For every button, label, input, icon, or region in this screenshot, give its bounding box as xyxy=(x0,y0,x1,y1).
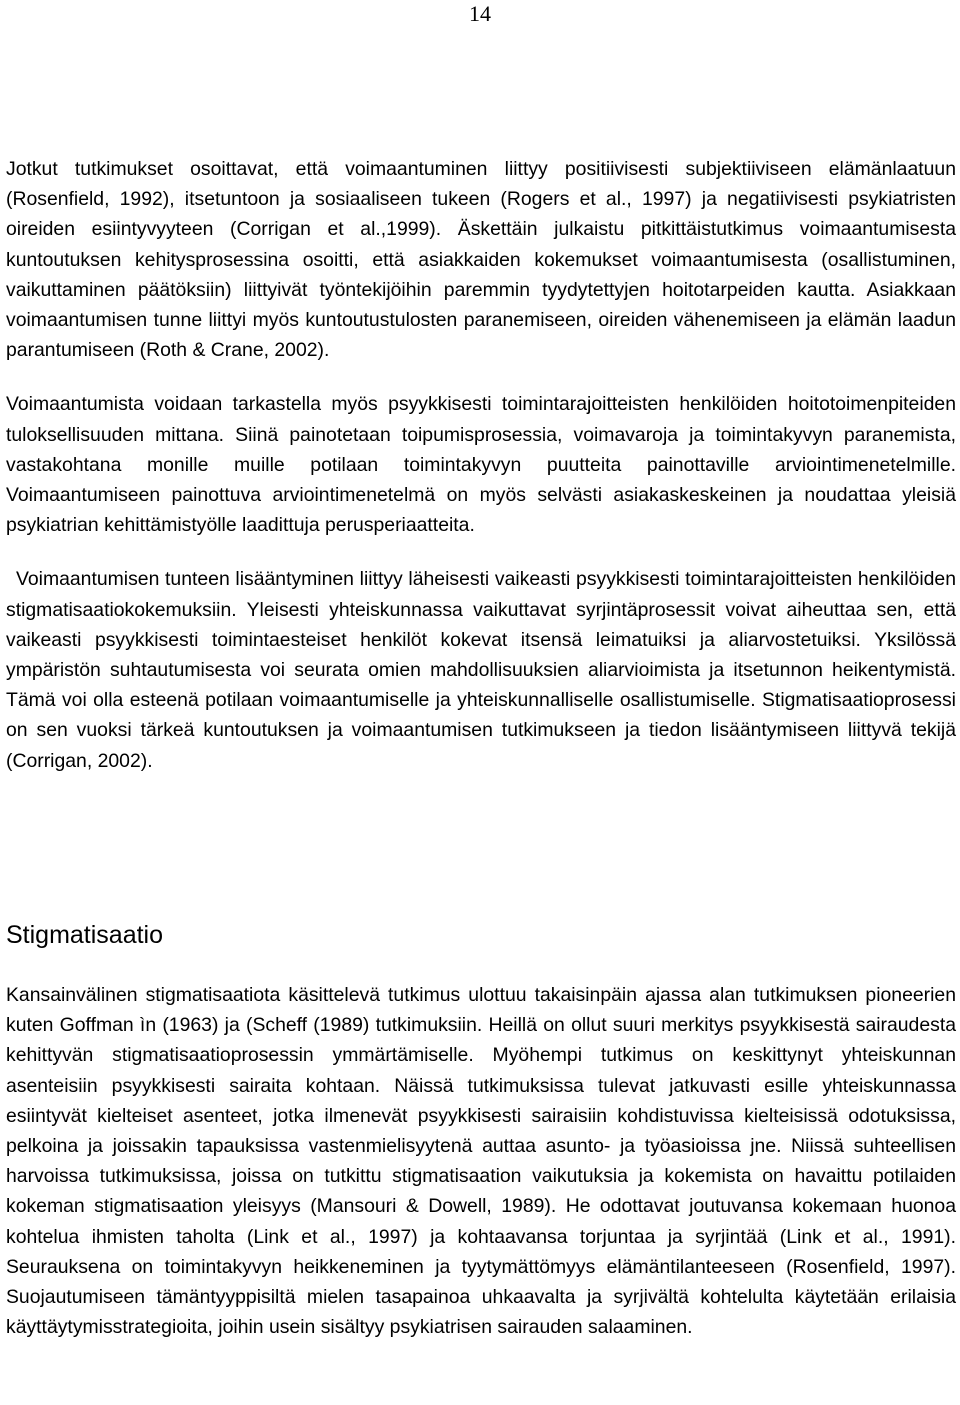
document-body xyxy=(6,154,956,1339)
page-number: 14 xyxy=(469,1,491,26)
paragraph-empowerment-research: Jotkut tutkimukset osoittavat, että voimaantuminen liittyy positiivisesti subjektiiviseen elämänlaatuun (Rosenfield, 1992), itsetuntoon ja sosiaaliseen tukeen (Rogers et al., 1997) ja negatiivisesti psykiatristen oireiden esiintyvyyteen (Corrigan et al.,1999). Äskettäin julkaistu pitkittäistutkimus voimaantumisesta kuntoutuksen kehitysprosessina osoitti, että asiakkaiden kokemukset voimaantumisesta (osallistuminen, vaikuttaminen päätöksiin) liittyivät työntekijöihin paremmin tyydytettyjen hoitotarpeiden kautta. Asiakkaan voimaantumisen tunne liittyi myös kuntoutustulosten paranemiseen, oireiden vähenemiseen ja elämän laadun parantumiseen (Roth & Crane, 2002). xyxy=(6,158,956,362)
paragraph-stigmatization-experiences: Voimaantumisen tunteen lisääntyminen liittyy läheisesti vaikeasti psyykkisesti toimintarajoitteisten henkilöiden stigmatisaatiokokemuksiin. Yleisesti yhteiskunnassa vaikuttavat syrjintäprosessit voivat aiheuttaa sen, että vaikeasti psyykkisesti toimintaesteiset henkilöt kokevat itsensä leimatuiksi ja aliarvostetuiksi. Yksilössä ympäristön suhtautumisesta voi seurata omien mahdollisuuksien aliarvioimista ja itsetunnon heikentymistä. Tämä voi olla esteenä potilaan voimaantumiselle ja yhteiskunnalliselle osallistumiselle. Stigmatisaatioprosessi on sen vuoksi tärkeä kuntoutuksen ja voimaantumisen tutkimukseen ja tiedon lisääntymiseen liittyvä tekijä (Corrigan, 2002). xyxy=(6,568,956,772)
section-heading-stigmatisaatio: Stigmatisaatio xyxy=(6,921,164,949)
paragraph-stigmatization-research: Kansainvälinen stigmatisaatiota käsittelevä tutkimus ulottuu takaisinpäin ajassa alan tutkimuksen pioneerien kuten Goffman ìn (1963) ja (Scheff (1989) tutkimuksiin. Heillä on ollut suuri merkitys psyykkisestä sairaudesta kehittyvän stigmatisaatioprosessin ymmärtämiselle. Myöhempi tutkimus on keskittynyt yhteiskunnan asenteisiin psyykkisesti sairaita kohtaan. Näissä tutkimuksissa tulevat jatkuvasti esille yhteiskunnassa esiintyvät kielteiset asenteet, jotka ilmenevät psyykkisesti sairaisiin kohdistuvissa kielteisissä odotuksissa, pelkoina ja joissakin tapauksissa vastenmielisyytenä auttaa asunto- ja työasioissa jne. Niissä suhteellisen harvoissa tutkimuksissa, joissa on tutkittu stigmatisaation vaikutuksia ja kokemista on havaittu potilaiden kokeman stigmatisaation yleisyys (Mansouri & Dowell, 1989). He odottavat joutuvansa kokemaan huonoa kohtelua ihmisten taholta (Link et al., 1997) ja kohtaavansa torjuntaa ja syrjintää (Link et al., 1991). Seurauksena on toimintakyvyn heikkeneminen ja tyytymättömyys elämäntilanteeseen (Rosenfield, 1997). Suojautumiseen tämäntyyppisiltä mielen tasapainoa uhkaavalta ja syrjivältä kohtelulta käytetään erilaisia käyttäytymisstrategioita, joihin usein sisältyy psykiatrisen sairauden salaaminen. xyxy=(6,984,956,1339)
paragraph-empowerment-measure: Voimaantumista voidaan tarkastella myös psyykkisesti toimintarajoitteisten henkilöiden hoitotoimenpiteiden tuloksellisuuden mittana. Siinä painotetaan toipumisprosessia, voimavaroja ja toimintakyvyn paranemista, vastakohtana monille muille potilaan toimintakyvyn puutteita painottaville arviointimenetelmille. Voimaantumiseen painottuva arviointimenetelmä on myös selvästi asiakaskeskeinen ja noudattaa yleisiä psykiatrian kehittämistyölle laadittuja perusperiaatteita. xyxy=(6,393,956,537)
